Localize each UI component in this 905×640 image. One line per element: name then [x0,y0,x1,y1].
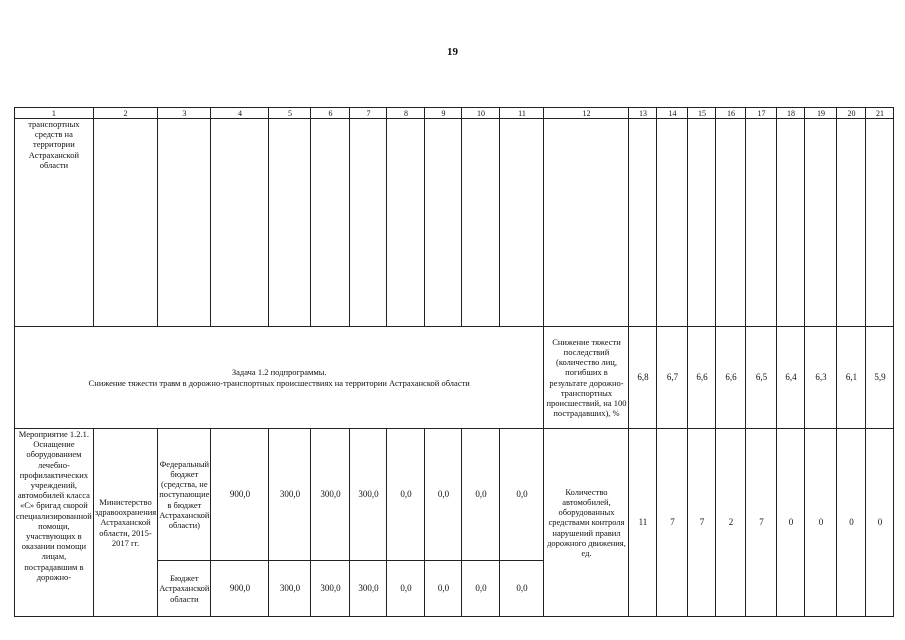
measure-indicator-value: 2 [716,429,746,617]
program-table [14,107,894,617]
funding-value: 300,0 [269,561,311,617]
task-indicator-value: 6,3 [805,327,837,429]
funding-value: 900,0 [211,561,269,617]
measure-executor: Министерство здравоохранения Астраханской области, 2015-2017 гг. [93,429,157,617]
column-number: 19 [805,108,837,119]
column-number: 1 [15,108,94,119]
task-indicator: Снижение тяжести последствий (количество лиц, погибших в результате дорожно-транспортных происшествий, на 100 пострадавших), % [544,327,629,429]
column-number: 6 [311,108,350,119]
measure-row-federal [15,429,894,561]
funding-value: 0,0 [387,429,425,561]
column-number: 18 [777,108,805,119]
column-number: 4 [211,108,269,119]
column-number: 14 [657,108,688,119]
column-number: 20 [837,108,866,119]
funding-value: 0,0 [500,561,544,617]
column-number: 17 [746,108,777,119]
column-number: 12 [544,108,629,119]
column-number: 16 [716,108,746,119]
column-number: 21 [866,108,894,119]
funding-value: 0,0 [500,429,544,561]
task-indicator-value: 5,9 [866,327,894,429]
funding-source-name: Федеральный бюджет (средства, не поступающие в бюджет Астраханской области) [158,429,211,561]
column-number: 7 [350,108,387,119]
measure-indicator-value: 11 [629,429,657,617]
funding-source-name: Бюджет Астраханской области [158,561,211,617]
funding-value: 300,0 [269,429,311,561]
measure-indicator-value: 0 [866,429,894,617]
task-indicator-value: 6,6 [716,327,746,429]
task-indicator-value: 6,7 [657,327,688,429]
task-description: Снижение тяжести травм в дорожно-транспортных происшествиях на территории Астраханской области [88,377,470,388]
task-title: Задача 1.2 подпрограммы. [231,367,327,378]
task-indicator-value: 6,5 [746,327,777,429]
funding-value: 0,0 [462,561,500,617]
column-number: 13 [629,108,657,119]
funding-value: 0,0 [425,429,462,561]
funding-value: 300,0 [350,429,387,561]
page-number: 19 [447,46,458,58]
task-row [15,327,894,429]
funding-value: 300,0 [311,429,350,561]
funding-value: 300,0 [350,561,387,617]
task-indicator-value: 6,6 [688,327,716,429]
continued-row [15,119,894,327]
column-number: 11 [500,108,544,119]
task-heading [15,327,544,429]
funding-value: 0,0 [425,561,462,617]
measure-indicator-value: 0 [837,429,866,617]
continued-measure-text: транспортных средств на территории Астраханской области [15,119,94,327]
task-indicator-value: 6,8 [629,327,657,429]
measure-indicator: Количество автомобилей, оборудованных средствами контроля нарушений правил дорожного движения, ед. [544,429,629,617]
column-number: 2 [93,108,157,119]
funding-value: 0,0 [387,561,425,617]
funding-value: 0,0 [462,429,500,561]
column-number: 8 [387,108,425,119]
measure-indicator-value: 0 [805,429,837,617]
column-number: 5 [269,108,311,119]
measure-indicator-value: 0 [777,429,805,617]
column-number-row [15,108,894,119]
column-number: 10 [462,108,500,119]
task-indicator-value: 6,1 [837,327,866,429]
column-number: 9 [425,108,462,119]
measure-name: Мероприятие 1.2.1. Оснащение оборудованием лечебно-профилактических учреждений, автомобилей класса «С» бригад скорой специализированной помощи, участвующих в оказании помощи лицам, пострадавшим в дорожно- [15,429,94,617]
measure-indicator-value: 7 [688,429,716,617]
measure-indicator-value: 7 [657,429,688,617]
task-indicator-value: 6,4 [777,327,805,429]
column-number: 15 [688,108,716,119]
funding-value: 900,0 [211,429,269,561]
column-number: 3 [158,108,211,119]
measure-indicator-value: 7 [746,429,777,617]
funding-value: 300,0 [311,561,350,617]
